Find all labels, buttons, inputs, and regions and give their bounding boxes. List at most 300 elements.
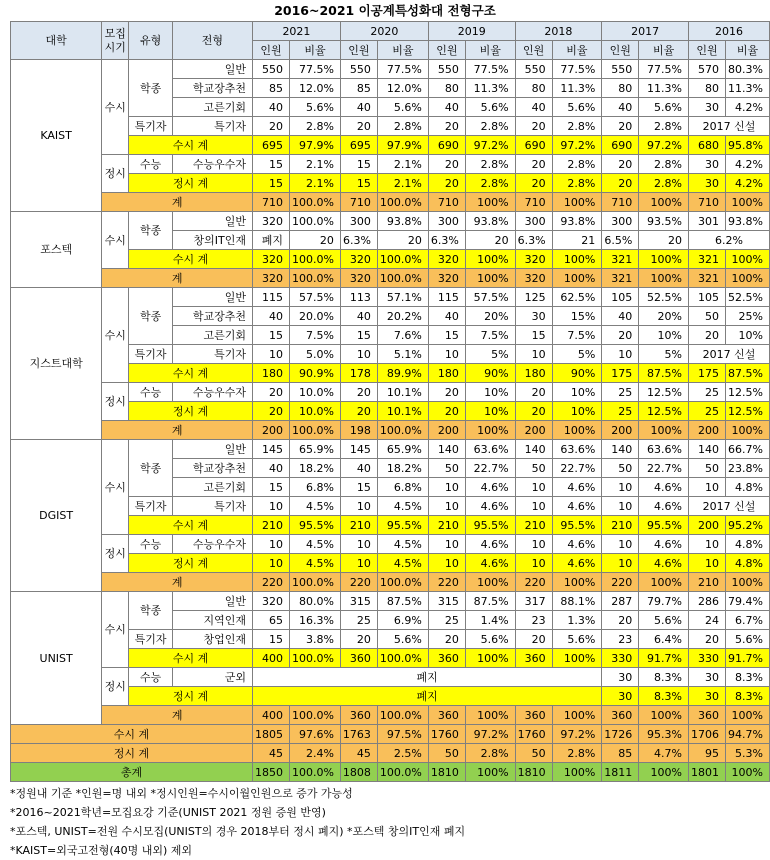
value-cell: 10 <box>688 535 725 554</box>
value-cell: 4.5% <box>289 535 340 554</box>
value-cell: 93.8% <box>465 212 515 231</box>
type-cell: 수능 <box>129 155 173 174</box>
value-cell: 287 <box>602 592 639 611</box>
value-cell: 145 <box>340 440 377 459</box>
value-cell: 11.3% <box>552 79 602 98</box>
value-cell: 30 <box>688 174 725 193</box>
value-cell: 50 <box>602 459 639 478</box>
value-cell: 4.2% <box>725 155 769 174</box>
value-cell: 52.5% <box>639 288 689 307</box>
col-header-ratio: 비율 <box>725 41 769 60</box>
value-cell: 57.5% <box>289 288 340 307</box>
value-cell: 10% <box>552 383 602 402</box>
value-cell: 695 <box>252 136 289 155</box>
track-cell: 일반 <box>172 60 252 79</box>
value-cell: 63.6% <box>465 440 515 459</box>
total-row <box>11 269 770 288</box>
value-cell: 25 <box>428 611 465 630</box>
value-cell: 4.5% <box>377 554 428 573</box>
value-cell: 20 <box>428 155 465 174</box>
value-cell: 77.5% <box>465 60 515 79</box>
value-cell: 10% <box>465 383 515 402</box>
value-cell: 210 <box>340 516 377 535</box>
value-cell: 45 <box>340 744 377 763</box>
value-cell: 15 <box>340 326 377 345</box>
value-cell: 66.7% <box>725 440 769 459</box>
value-cell: 550 <box>252 60 289 79</box>
track-cell: 수능우수자 <box>172 535 252 554</box>
col-header-year: 2021 <box>252 22 340 41</box>
value-cell: 5.6% <box>639 611 689 630</box>
track-cell: 특기자 <box>172 497 252 516</box>
value-cell: 20 <box>639 231 689 250</box>
value-cell: 4.6% <box>639 497 689 516</box>
value-cell: 100% <box>725 193 769 212</box>
value-cell: 20.0% <box>289 307 340 326</box>
value-cell: 1.3% <box>552 611 602 630</box>
value-cell: 20 <box>515 383 552 402</box>
value-cell: 4.7% <box>639 744 689 763</box>
value-cell: 16.3% <box>289 611 340 630</box>
value-cell: 30 <box>688 155 725 174</box>
value-cell: 97.6% <box>289 725 340 744</box>
value-cell: 20 <box>252 402 289 421</box>
value-cell: 100.0% <box>377 421 428 440</box>
value-cell: 198 <box>340 421 377 440</box>
value-cell: 97.2% <box>465 136 515 155</box>
value-cell: 10% <box>639 326 689 345</box>
type-cell: 학종 <box>129 60 173 117</box>
value-cell: 6.3% <box>428 231 465 250</box>
track-cell: 고른기회 <box>172 478 252 497</box>
value-cell: 25 <box>688 383 725 402</box>
total-row <box>11 706 770 725</box>
value-cell: 10 <box>340 497 377 516</box>
value-note-cell: 폐지 <box>252 668 601 687</box>
value-cell: 2.8% <box>465 155 515 174</box>
col-header-ratio: 비율 <box>639 41 689 60</box>
value-cell: 85 <box>252 79 289 98</box>
grand-total-row <box>11 725 770 744</box>
value-cell: 10.1% <box>377 383 428 402</box>
value-cell: 65.9% <box>377 440 428 459</box>
value-cell: 100% <box>552 649 602 668</box>
value-cell: 40 <box>252 459 289 478</box>
value-cell: 2.8% <box>289 117 340 136</box>
track-cell: 일반 <box>172 440 252 459</box>
value-cell: 5.3% <box>725 744 769 763</box>
total-label: 계 <box>102 573 253 592</box>
table-row <box>11 288 770 307</box>
page-title: 2016~2021 이공계특성화대 전형구조 <box>274 3 496 18</box>
value-cell: 100% <box>725 706 769 725</box>
value-cell: 93.8% <box>725 212 769 231</box>
value-cell: 20 <box>515 155 552 174</box>
value-cell: 20 <box>688 326 725 345</box>
value-cell: 97.2% <box>552 725 602 744</box>
value-cell: 1760 <box>428 725 465 744</box>
type-cell: 특기자 <box>129 345 173 364</box>
value-cell: 286 <box>688 592 725 611</box>
value-cell: 10 <box>340 554 377 573</box>
value-cell: 20 <box>515 174 552 193</box>
footnotes <box>10 784 465 860</box>
value-cell: 140 <box>428 440 465 459</box>
value-cell: 10 <box>340 345 377 364</box>
value-cell: 100% <box>725 763 769 782</box>
value-cell: 2.8% <box>552 117 602 136</box>
value-cell: 10 <box>602 478 639 497</box>
value-cell: 100.0% <box>289 421 340 440</box>
value-cell: 11.3% <box>725 79 769 98</box>
value-cell: 10 <box>428 497 465 516</box>
value-cell: 125 <box>515 288 552 307</box>
value-cell: 4.6% <box>465 535 515 554</box>
value-cell: 360 <box>340 706 377 725</box>
value-cell: 10.0% <box>289 402 340 421</box>
track-cell: 고른기회 <box>172 98 252 117</box>
value-cell: 4.5% <box>289 497 340 516</box>
track-cell: 고른기회 <box>172 326 252 345</box>
value-cell: 300 <box>428 212 465 231</box>
value-cell: 301 <box>688 212 725 231</box>
value-cell: 18.2% <box>289 459 340 478</box>
value-cell: 175 <box>688 364 725 383</box>
value-cell: 321 <box>688 269 725 288</box>
value-cell: 20 <box>289 231 340 250</box>
value-cell: 95.5% <box>639 516 689 535</box>
value-cell: 63.6% <box>552 440 602 459</box>
value-cell: 20% <box>639 307 689 326</box>
value-cell: 330 <box>602 649 639 668</box>
value-cell: 50 <box>515 459 552 478</box>
value-cell: 40 <box>428 307 465 326</box>
period-cell: 수시 <box>102 592 129 668</box>
value-cell: 52.5% <box>725 288 769 307</box>
value-cell: 57.1% <box>377 288 428 307</box>
value-cell: 4.6% <box>639 478 689 497</box>
value-cell: 100% <box>552 193 602 212</box>
value-cell: 10 <box>515 497 552 516</box>
period-cell: 정시 <box>102 383 129 421</box>
track-cell: 특기자 <box>172 345 252 364</box>
value-cell: 10 <box>602 345 639 364</box>
value-cell: 18.2% <box>377 459 428 478</box>
subtotal-label: 수시 계 <box>129 364 253 383</box>
value-cell: 6.5% <box>602 231 639 250</box>
value-cell: 100.0% <box>377 573 428 592</box>
footnote: *포스텍, UNIST=전원 수시모집(UNIST의 경우 2018부터 정시 폐지) *포스텍 창의IT인재 폐지 <box>10 825 466 838</box>
value-cell: 1760 <box>515 725 552 744</box>
value-cell: 91.7% <box>639 649 689 668</box>
value-cell: 40 <box>252 307 289 326</box>
admissions-table <box>10 21 770 782</box>
value-cell: 10 <box>602 554 639 573</box>
value-cell: 1.4% <box>465 611 515 630</box>
col-header-ratio: 비율 <box>377 41 428 60</box>
value-cell: 97.5% <box>377 725 428 744</box>
value-cell: 25 <box>602 402 639 421</box>
value-cell: 180 <box>428 364 465 383</box>
value-cell: 20 <box>515 630 552 649</box>
value-cell: 12.5% <box>725 383 769 402</box>
value-cell: 15 <box>340 155 377 174</box>
value-cell: 10 <box>252 497 289 516</box>
value-cell: 7.5% <box>552 326 602 345</box>
value-cell: 6.7% <box>725 611 769 630</box>
value-cell: 10 <box>602 497 639 516</box>
value-cell: 2.1% <box>377 174 428 193</box>
value-cell: 5.1% <box>377 345 428 364</box>
value-cell: 100% <box>725 269 769 288</box>
value-cell: 77.5% <box>289 60 340 79</box>
value-cell: 360 <box>515 649 552 668</box>
value-cell: 5.6% <box>465 630 515 649</box>
value-cell: 4.2% <box>725 174 769 193</box>
value-cell: 20 <box>377 231 428 250</box>
value-cell: 79.4% <box>725 592 769 611</box>
value-cell: 105 <box>688 288 725 307</box>
track-cell: 수능우수자 <box>172 383 252 402</box>
table-row <box>11 383 770 402</box>
total-row <box>11 573 770 592</box>
value-cell: 24 <box>688 611 725 630</box>
grand-total-label: 수시 계 <box>11 725 253 744</box>
col-header-count: 인원 <box>602 41 639 60</box>
value-cell: 40 <box>340 98 377 117</box>
value-cell: 25 <box>340 611 377 630</box>
value-cell: 100% <box>552 250 602 269</box>
table-row <box>11 535 770 554</box>
value-cell: 100% <box>639 763 689 782</box>
value-cell: 180 <box>252 364 289 383</box>
value-cell: 320 <box>340 269 377 288</box>
value-cell: 695 <box>340 136 377 155</box>
period-cell: 수시 <box>102 212 129 269</box>
table-row <box>11 440 770 459</box>
value-cell: 20 <box>340 402 377 421</box>
footnote: *KAIST=외국고전형(40명 내외) 제외 <box>10 844 193 857</box>
col-header-period <box>102 22 129 60</box>
value-cell: 25% <box>725 307 769 326</box>
col-header-period-line: 시기 <box>104 40 126 54</box>
value-cell: 23.8% <box>725 459 769 478</box>
value-cell: 400 <box>252 649 289 668</box>
value-cell: 93.5% <box>639 212 689 231</box>
value-cell: 100% <box>639 421 689 440</box>
subtotal-label: 수시 계 <box>129 516 253 535</box>
value-cell: 10 <box>515 478 552 497</box>
value-cell: 550 <box>515 60 552 79</box>
value-cell: 95.5% <box>289 516 340 535</box>
value-cell: 315 <box>340 592 377 611</box>
col-header-ratio: 비율 <box>465 41 515 60</box>
value-cell: 200 <box>688 421 725 440</box>
value-cell: 7.5% <box>289 326 340 345</box>
value-cell: 10 <box>428 345 465 364</box>
total-label: 계 <box>102 269 253 288</box>
value-cell: 200 <box>428 421 465 440</box>
value-cell: 7.5% <box>465 326 515 345</box>
value-cell: 8.3% <box>725 668 769 687</box>
value-cell: 20 <box>602 174 639 193</box>
value-cell: 710 <box>688 193 725 212</box>
value-cell: 100.0% <box>289 269 340 288</box>
value-cell: 2.8% <box>552 744 602 763</box>
value-cell: 200 <box>515 421 552 440</box>
value-note-cell: 2017 신설 <box>688 497 769 516</box>
value-cell: 20 <box>428 383 465 402</box>
value-cell: 4.6% <box>639 535 689 554</box>
value-cell: 105 <box>602 288 639 307</box>
type-cell: 특기자 <box>129 630 173 649</box>
value-cell: 20 <box>340 630 377 649</box>
value-cell: 5.6% <box>289 98 340 117</box>
grand-total-row <box>11 763 770 782</box>
value-cell: 15 <box>515 326 552 345</box>
value-cell: 85 <box>340 79 377 98</box>
value-cell: 2.8% <box>465 744 515 763</box>
period-cell: 수시 <box>102 440 129 535</box>
period-cell: 수시 <box>102 60 129 155</box>
value-cell: 6.9% <box>377 611 428 630</box>
type-cell: 학종 <box>129 288 173 345</box>
period-cell: 정시 <box>102 155 129 193</box>
total-label: 계 <box>102 421 253 440</box>
value-cell: 100% <box>639 706 689 725</box>
total-label: 계 <box>102 706 253 725</box>
value-cell: 220 <box>340 573 377 592</box>
value-cell: 10 <box>252 535 289 554</box>
value-cell: 320 <box>515 250 552 269</box>
value-cell: 10 <box>340 535 377 554</box>
value-cell: 100% <box>639 573 689 592</box>
value-cell: 63.6% <box>639 440 689 459</box>
value-cell: 690 <box>428 136 465 155</box>
type-cell: 특기자 <box>129 497 173 516</box>
value-cell: 12.0% <box>377 79 428 98</box>
value-cell: 85 <box>602 744 639 763</box>
value-cell: 100.0% <box>289 193 340 212</box>
value-cell: 20 <box>602 326 639 345</box>
value-cell: 40 <box>515 98 552 117</box>
value-cell: 6.8% <box>377 478 428 497</box>
value-cell: 4.6% <box>552 478 602 497</box>
col-header-univ: 대학 <box>11 22 102 60</box>
value-cell: 12.5% <box>725 402 769 421</box>
value-cell: 95.5% <box>465 516 515 535</box>
value-cell: 97.2% <box>639 136 689 155</box>
value-cell: 210 <box>688 573 725 592</box>
value-cell: 80.3% <box>725 60 769 79</box>
col-header-period-line: 모집 <box>104 26 126 40</box>
value-cell: 210 <box>602 516 639 535</box>
value-cell: 4.8% <box>725 478 769 497</box>
value-cell: 6.8% <box>289 478 340 497</box>
value-cell: 4.6% <box>552 535 602 554</box>
col-header-count: 인원 <box>252 41 289 60</box>
value-cell: 4.8% <box>725 535 769 554</box>
value-cell: 10 <box>252 345 289 364</box>
value-cell: 1801 <box>688 763 725 782</box>
value-cell: 12.5% <box>639 383 689 402</box>
type-cell: 특기자 <box>129 117 173 136</box>
value-cell: 10.0% <box>289 383 340 402</box>
value-cell: 100.0% <box>289 212 340 231</box>
value-cell: 178 <box>340 364 377 383</box>
value-cell: 320 <box>252 212 289 231</box>
value-cell: 100.0% <box>289 649 340 668</box>
value-cell: 15 <box>252 326 289 345</box>
value-cell: 77.5% <box>552 60 602 79</box>
col-header-year: 2016 <box>688 22 769 41</box>
value-cell: 20 <box>252 117 289 136</box>
value-cell: 20 <box>515 117 552 136</box>
value-cell: 6.3% <box>340 231 377 250</box>
value-cell: 321 <box>602 269 639 288</box>
value-cell: 30 <box>688 687 725 706</box>
value-cell: 360 <box>515 706 552 725</box>
value-cell: 100% <box>552 573 602 592</box>
value-cell: 320 <box>252 250 289 269</box>
value-cell: 4.6% <box>465 554 515 573</box>
col-header-track: 전형 <box>172 22 252 60</box>
value-cell: 20 <box>428 630 465 649</box>
col-header-year: 2018 <box>515 22 602 41</box>
value-cell: 100% <box>465 573 515 592</box>
value-cell: 6.4% <box>639 630 689 649</box>
value-cell: 94.7% <box>725 725 769 744</box>
value-cell: 115 <box>428 288 465 307</box>
total-label: 계 <box>102 193 253 212</box>
track-cell: 창의IT인재 <box>172 231 252 250</box>
value-cell: 300 <box>340 212 377 231</box>
track-cell: 학교장추천 <box>172 459 252 478</box>
value-cell: 1726 <box>602 725 639 744</box>
value-cell: 87.5% <box>465 592 515 611</box>
university-cell: UNIST <box>11 592 102 725</box>
value-cell: 360 <box>340 649 377 668</box>
value-cell: 8.3% <box>639 687 689 706</box>
value-cell: 100.0% <box>377 706 428 725</box>
value-cell: 1808 <box>340 763 377 782</box>
value-cell: 100% <box>639 250 689 269</box>
value-cell: 2.8% <box>639 174 689 193</box>
value-cell: 15 <box>428 326 465 345</box>
value-cell: 50 <box>428 459 465 478</box>
value-cell: 40 <box>340 459 377 478</box>
value-cell: 100% <box>465 250 515 269</box>
value-cell: 320 <box>340 250 377 269</box>
value-cell: 22.7% <box>639 459 689 478</box>
value-cell: 87.5% <box>725 364 769 383</box>
subtotal-label: 정시 계 <box>129 687 253 706</box>
value-note-cell: 2017 신설 <box>688 345 769 364</box>
value-cell: 100% <box>552 706 602 725</box>
value-cell: 40 <box>428 98 465 117</box>
value-cell: 20 <box>515 402 552 421</box>
value-cell: 80 <box>688 79 725 98</box>
value-cell: 4.6% <box>552 497 602 516</box>
value-cell: 10 <box>428 478 465 497</box>
value-cell: 5.6% <box>377 630 428 649</box>
value-cell: 550 <box>340 60 377 79</box>
header-row <box>11 22 770 41</box>
value-cell: 95.8% <box>725 136 769 155</box>
value-cell: 200 <box>688 516 725 535</box>
value-cell: 210 <box>428 516 465 535</box>
col-header-count: 인원 <box>428 41 465 60</box>
